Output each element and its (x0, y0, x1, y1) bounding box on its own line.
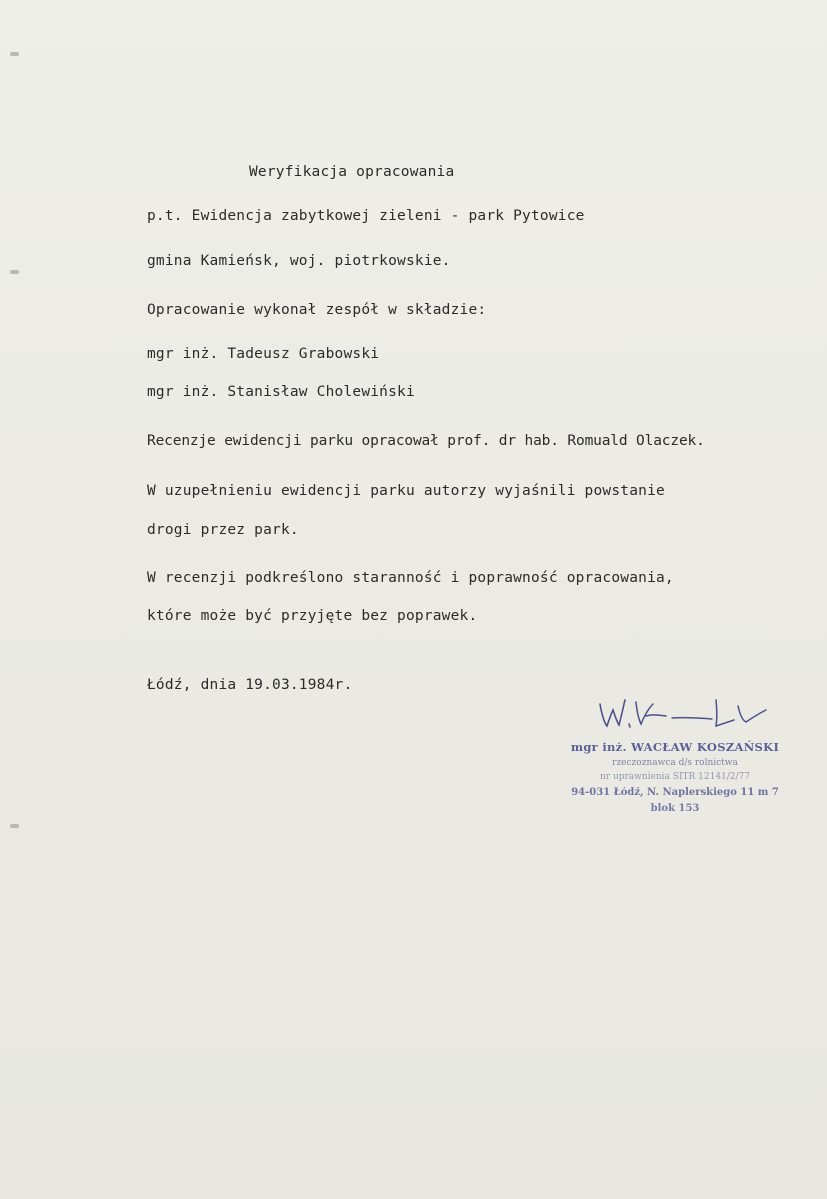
subject-line-2: gmina Kamieńsk, woj. piotrkowskie. (147, 253, 451, 269)
stamp-name: mgr inż. WACŁAW KOSZAŃSKI (570, 740, 780, 754)
conclusion-line-1: W recenzji podkreślono staranność i poprawność opracowania, (147, 570, 674, 586)
document-title: Weryfikacja opracowania (249, 164, 455, 180)
supplement-line-1: W uzupełnieniu ewidencji parku autorzy wyjaśnili powstanie (147, 483, 665, 499)
binder-hole-top (10, 52, 19, 56)
binder-hole-upper (10, 270, 19, 274)
stamp-apartment: blok 153 (650, 803, 700, 814)
team-member-1: mgr inż. Tadeusz Grabowski (147, 346, 380, 362)
stamp-license: nr uprawnienia SITR 12141/2/77 (599, 772, 751, 782)
stamp-address: 94-031 Łódź, N. Naplerskiego 11 m 7 (571, 787, 779, 798)
team-intro: Opracowanie wykonał zespół w składzie: (147, 302, 487, 318)
binder-hole-lower (10, 824, 19, 828)
review-line: Recenzje ewidencji parku opracował prof. dr hab. Romuald Olaczek. (147, 433, 705, 449)
supplement-line-2: drogi przez park. (147, 522, 299, 538)
team-member-2: mgr inż. Stanisław Cholewiński (147, 384, 415, 400)
stamp-role: rzeczoznawca d/s rolnictwa (612, 758, 738, 768)
signature (596, 694, 776, 738)
conclusion-line-2: które może być przyjęte bez poprawek. (147, 608, 478, 624)
subject-line-1: p.t. Ewidencja zabytkowej zieleni - park Pytowice (147, 208, 585, 224)
place-date: Łódź, dnia 19.03.1984r. (147, 677, 353, 693)
